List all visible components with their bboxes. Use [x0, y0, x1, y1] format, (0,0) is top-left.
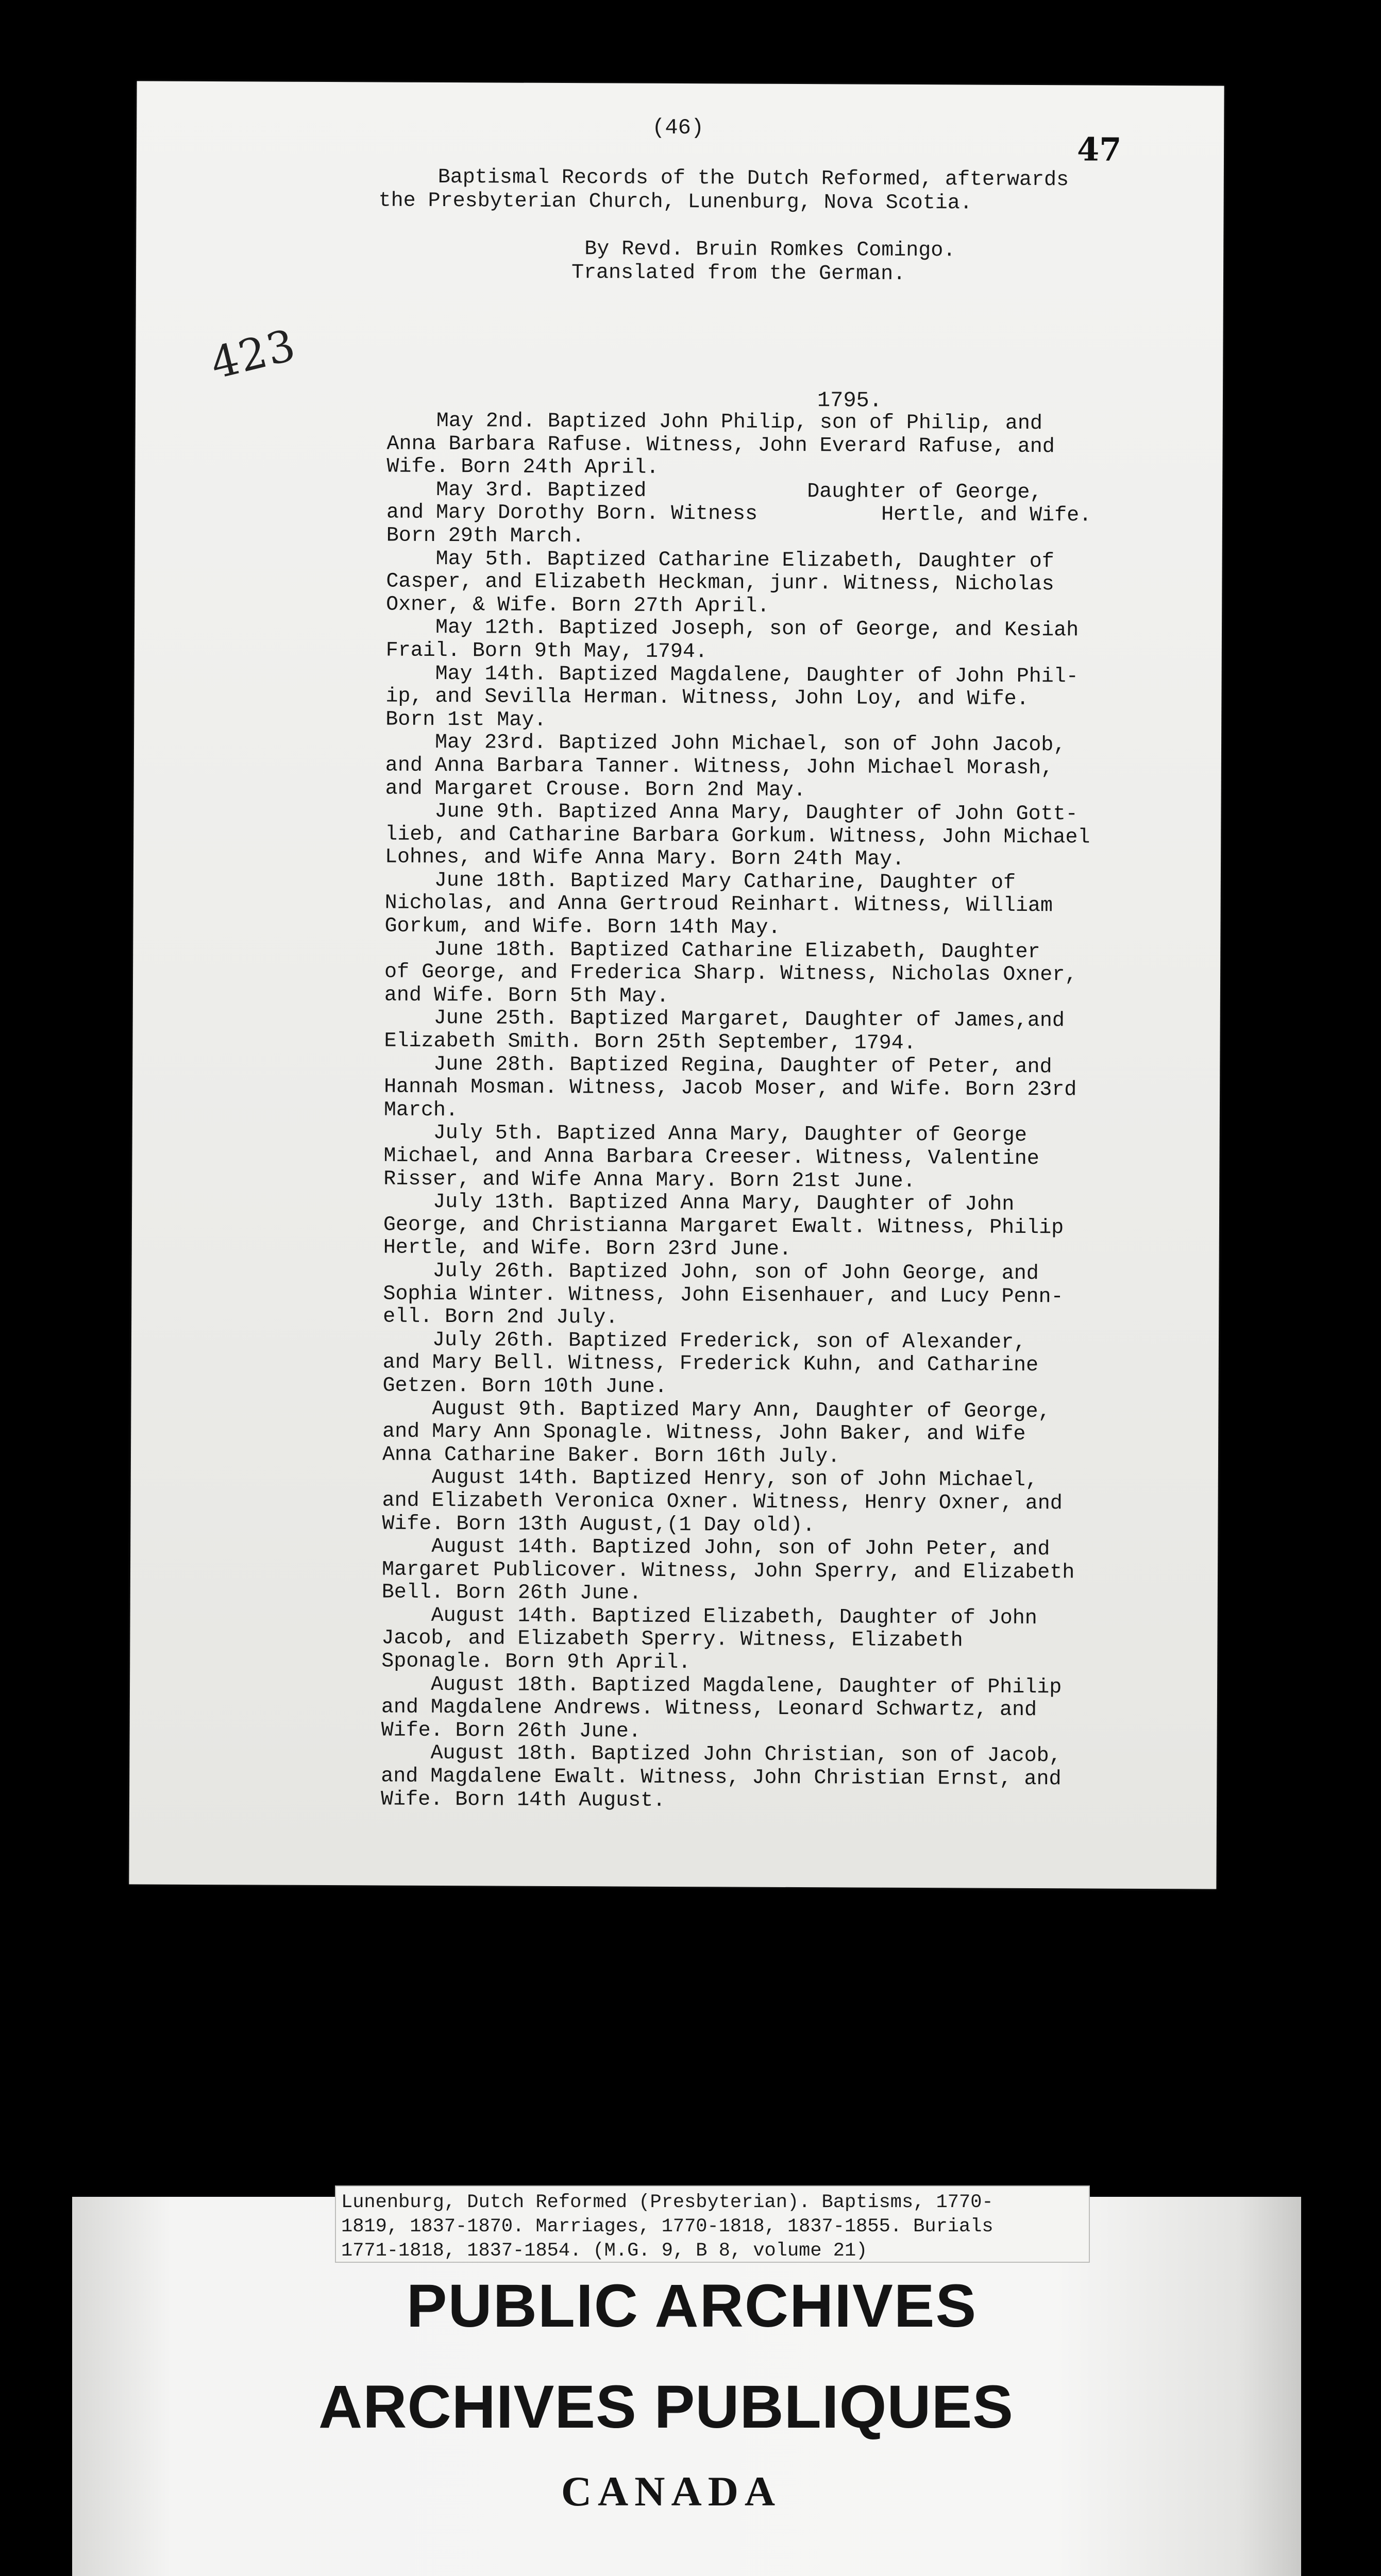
header-line-1: Baptismal Records of the Dutch Reformed, afterwards [437, 165, 1069, 192]
record-line: July 26th. Baptized Frederick, son of Alexander, [382, 1328, 1026, 1354]
record-line: Wife. Born 26th June. [381, 1719, 641, 1743]
baptism-records [381, 410, 1191, 1815]
record-line: Getzen. Born 10th June. [382, 1374, 667, 1399]
record-line: August 9th. Baptized Mary Ann, Daughter of George, [382, 1397, 1051, 1423]
archives-publiques-heading: ARCHIVES PUBLIQUES [318, 2373, 1014, 2441]
record-line: of George, and Frederica Sharp. Witness, Nicholas Oxner, [384, 960, 1077, 987]
record-line: Jacob, and Elizabeth Sperry. Witness, Elizabeth [381, 1626, 963, 1653]
record-line: Risser, and Wife Anna Mary. Born 21st June. [383, 1167, 916, 1193]
record-line: Frail. Born 9th May, 1794. [385, 639, 708, 664]
record-line: March. [383, 1098, 459, 1122]
record-line: Anna Barbara Rafuse. Witness, John Everard Rafuse, and [386, 432, 1055, 459]
collection-label-line: Lunenburg, Dutch Reformed (Presbyterian). Baptisms, 1770- [341, 2192, 993, 2213]
handwritten-margin-note: 423 [206, 319, 301, 389]
record-line: Oxner, & Wife. Born 27th April. [386, 593, 770, 618]
record-line: July 26th. Baptized John, son of John George, and [383, 1259, 1039, 1286]
typed-page-number: (46) [652, 115, 704, 141]
collection-label-line: 1819, 1837-1870. Marriages, 1770-1818, 1837-1855. Burials [341, 2216, 993, 2238]
record-line: June 18th. Baptized Mary Catharine, Daughter of [384, 869, 1016, 895]
record-line: and Anna Barbara Tanner. Witness, John Michael Morash, [385, 754, 1054, 781]
record-line: Wife. Born 24th April. [386, 455, 659, 480]
record-line: July 5th. Baptized Anna Mary, Daughter of George [383, 1121, 1028, 1148]
document-header [378, 165, 1177, 287]
record-line: May 2nd. Baptized John Philip, son of Philip, and [386, 409, 1043, 436]
year-heading: 1795. [817, 388, 883, 413]
record-line: August 18th. Baptized John Christian, son of Jacob, [381, 1741, 1062, 1768]
record-line: and Magdalene Andrews. Witness, Leonard Schwartz, and [381, 1696, 1037, 1722]
record-line: June 9th. Baptized Anna Mary, Daughter of John Gott- [385, 800, 1078, 826]
record-line: June 28th. Baptized Regina, Daughter of Peter, and [384, 1053, 1052, 1079]
record-line: Gorkum, and Wife. Born 14th May. [384, 914, 781, 940]
record-line: Born 29th March. [386, 524, 584, 549]
record-line: May 5th. Baptized Catharine Elizabeth, Daughter of [386, 547, 1054, 573]
record-line: and Margaret Crouse. Born 2nd May. [385, 777, 806, 802]
typed-page [129, 81, 1224, 1889]
record-line: May 12th. Baptized Joseph, son of George, and Kesiah [385, 616, 1079, 642]
record-line: Nicholas, and Anna Gertroud Reinhart. Witness, William [384, 891, 1053, 918]
record-line: and Mary Ann Sponagle. Witness, John Baker, and Wife [382, 1420, 1026, 1447]
record-line: August 14th. Baptized Elizabeth, Daughter of John [381, 1604, 1037, 1630]
record-line: Lohnes, and Wife Anna Mary. Born 24th May. [384, 845, 905, 872]
record-line: Elizabeth Smith. Born 25th September, 1794. [384, 1029, 916, 1056]
record-line: and Elizabeth Veronica Oxner. Witness, Henry Oxner, and [382, 1489, 1063, 1516]
record-line: Margaret Publicover. Witness, John Sperry, and Elizabeth [381, 1558, 1075, 1585]
public-archives-heading: PUBLIC ARCHIVES [406, 2272, 978, 2340]
record-line: lieb, and Catharine Barbara Gorkum. Witness, John Michael [385, 823, 1090, 850]
record-line: George, and Christianna Margaret Ewalt. Witness, Philip [383, 1213, 1064, 1240]
record-line: ip, and Sevilla Herman. Witness, John Loy, and Wife. [385, 685, 1029, 711]
record-line: Hertle, and Wife. Born 23rd June. [383, 1236, 791, 1262]
record-line: Casper, and Elizabeth Heckman, junr. Witness, Nicholas [386, 570, 1054, 597]
record-line: Born 1st May. [385, 708, 547, 732]
stamped-page-number: 47 [1076, 130, 1122, 168]
record-line: August 18th. Baptized Magdalene, Daughter of Philip [381, 1673, 1062, 1699]
record-line: June 25th. Baptized Margaret, Daughter of James,and [384, 1006, 1065, 1033]
collection-label [335, 2185, 1090, 2263]
header-line-2: the Presbyterian Church, Lunenburg, Nova Scotia. [378, 189, 972, 215]
record-line: and Wife. Born 5th May. [384, 984, 669, 1008]
record-line: and Mary Dorothy Born. Witness Hertle, and Wife. [386, 501, 1092, 528]
record-line: ell. Born 2nd July. [383, 1305, 618, 1330]
record-line: August 14th. Baptized John, son of John Peter, and [382, 1535, 1050, 1562]
record-line: Sponagle. Born 9th April. [381, 1650, 691, 1675]
record-line: May 23rd. Baptized John Michael, son of John Jacob, [385, 731, 1066, 757]
record-line: Anna Catharine Baker. Born 16th July. [382, 1443, 840, 1469]
canada-heading: CANADA [561, 2468, 782, 2515]
collection-label-line: 1771-1818, 1837-1854. (M.G. 9, B 8, volume 21) [341, 2240, 868, 2262]
record-line: July 13th. Baptized Anna Mary, Daughter of John [383, 1190, 1015, 1217]
record-line: May 3rd. Baptized Daughter of George, [386, 478, 1042, 504]
record-line: Wife. Born 13th August,(1 Day old). [382, 1512, 815, 1537]
record-line: Wife. Born 14th August. [380, 1788, 666, 1812]
record-line: May 14th. Baptized Magdalene, Daughter of John Phil- [385, 662, 1079, 688]
record-line: Michael, and Anna Barbara Creeser. Witness, Valentine [383, 1144, 1039, 1171]
header-author: By Revd. Bruin Romkes Comingo. [584, 238, 956, 263]
record-line: Sophia Winter. Witness, John Eisenhauer, and Lucy Penn- [383, 1282, 1064, 1309]
record-line: and Magdalene Ewalt. Witness, John Christian Ernst, and [381, 1765, 1062, 1791]
archive-target-card [72, 2192, 1301, 2576]
record-line: Hannah Mosman. Witness, Jacob Moser, and Wife. Born 23rd [384, 1075, 1077, 1102]
record-line: and Mary Bell. Witness, Frederick Kuhn, and Catharine [382, 1351, 1039, 1378]
record-line: August 14th. Baptized Henry, son of John Michael, [382, 1466, 1038, 1493]
header-translation-note: Translated from the German. [571, 261, 906, 286]
record-line: June 18th. Baptized Catharine Elizabeth, Daughter [384, 938, 1040, 964]
record-line: Bell. Born 26th June. [381, 1581, 642, 1605]
